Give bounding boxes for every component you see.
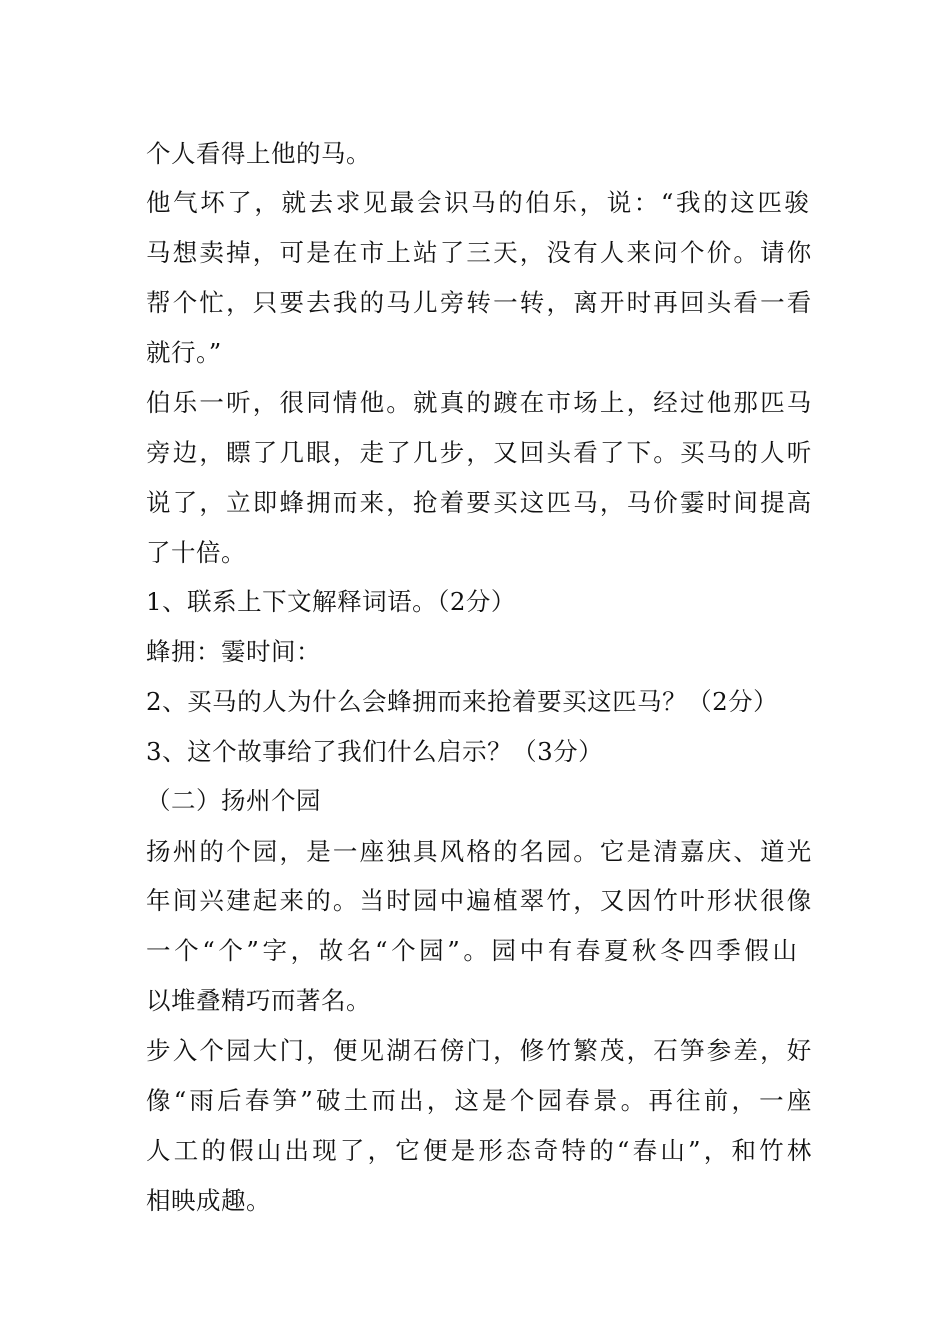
section-line: 一个“个”字，故名“个园”。园中有春夏秋冬四季假山 <box>146 936 801 965</box>
passage-line: 了十倍。 <box>146 538 246 567</box>
section-line: 像“雨后春笋”破土而出，这是个园春景。再往前，一座 <box>146 1086 815 1115</box>
section-line: 扬州的个园，是一座独具风格的名园。它是清嘉庆、道光 <box>146 837 814 866</box>
section-heading: （二）扬州个园 <box>146 786 321 815</box>
question-1-terms: 蜂拥：霎时间： <box>146 637 321 666</box>
passage-line: 旁边，瞟了几眼，走了几步，又回头看了下。买马的人听 <box>146 438 814 467</box>
passage-line: 就行。” <box>146 338 222 367</box>
section-line: 步入个园大门，便见湖石傍门，修竹繁茂，石笋参差，好 <box>146 1036 814 1065</box>
passage-line: 他气坏了，就去求见最会识马的伯乐，说：“我的这匹骏 <box>146 188 812 217</box>
section-line: 以堆叠精巧而著名。 <box>146 986 371 1015</box>
passage-line: 伯乐一听，很同情他。就真的踱在市场上，经过他那匹马 <box>146 388 814 417</box>
question-3: 3、这个故事给了我们什么启示？（3分） <box>146 737 604 766</box>
passage-line: 个人看得上他的马。 <box>146 139 371 168</box>
passage-line: 马想卖掉，可是在市上站了三天，没有人来问个价。请你 <box>146 238 814 267</box>
passage-line: 说了，立即蜂拥而来，抢着要买这匹马，马价霎时间提高 <box>146 488 814 517</box>
passage-line: 帮个忙，只要去我的马儿旁转一转，离开时再回头看一看 <box>146 288 814 317</box>
question-2: 2、买马的人为什么会蜂拥而来抢着要买这匹马？（2分） <box>146 687 779 716</box>
question-1: 1、联系上下文解释词语。（2分） <box>146 587 516 616</box>
section-line: 人工的假山出现了，它便是形态奇特的“春山”，和竹林 <box>146 1136 815 1165</box>
section-line: 年间兴建起来的。当时园中遍植翠竹，又因竹叶形状很像 <box>146 886 814 915</box>
section-line: 相映成趣。 <box>146 1186 271 1215</box>
